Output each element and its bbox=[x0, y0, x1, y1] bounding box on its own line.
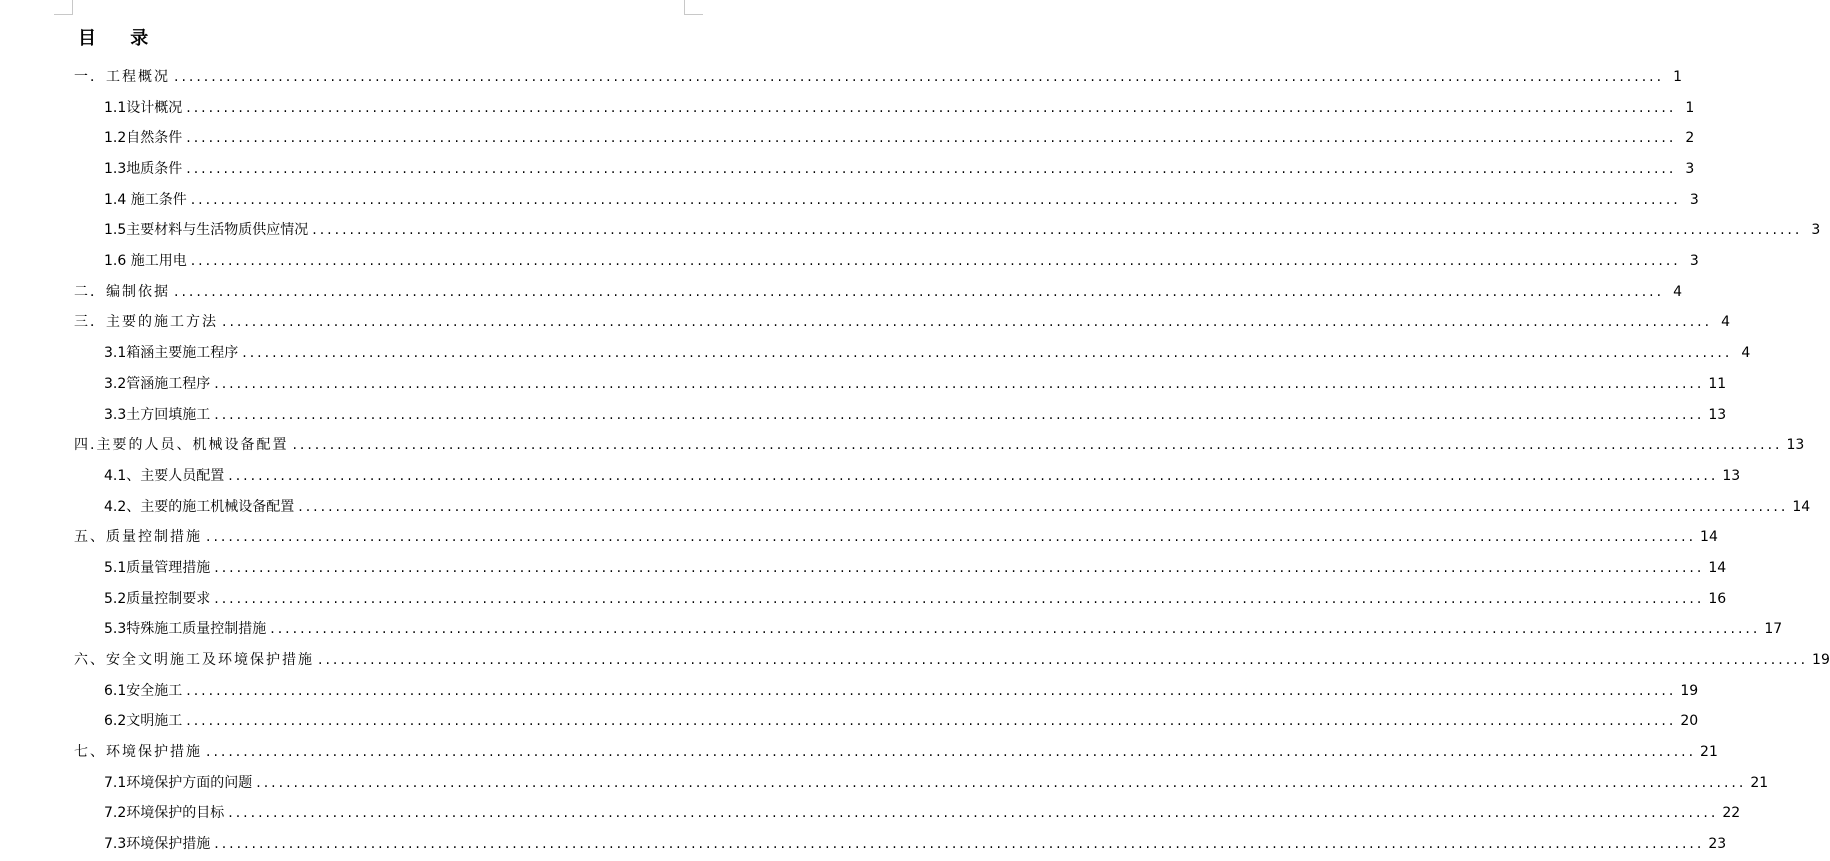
toc-section-entry[interactable] bbox=[74, 93, 1695, 124]
crop-mark-top-left bbox=[54, 0, 73, 15]
toc-section-entry[interactable] bbox=[74, 492, 1811, 523]
toc-page-number: 3 bbox=[1689, 253, 1699, 270]
toc-dot-leader: ........................................................................................................................................................................................................ bbox=[206, 744, 1697, 761]
toc-chapter-entry[interactable] bbox=[74, 737, 1718, 768]
toc-section-entry[interactable] bbox=[74, 799, 1741, 830]
toc-page-number: 21 bbox=[1750, 774, 1769, 791]
toc-entry-text: 3.2管涵施工程序 bbox=[104, 375, 211, 392]
toc-entry-text: 1.4 施工条件 bbox=[104, 191, 187, 208]
toc-entry-text: 五、质量控制措施 bbox=[74, 529, 202, 546]
toc-chapter-entry[interactable] bbox=[74, 308, 1731, 339]
toc-page-number: 13 bbox=[1708, 406, 1727, 423]
toc-dot-leader: ........................................................................................................................................................................................................ bbox=[186, 713, 1677, 730]
toc-dot-leader: ........................................................................................................................................................................................................ bbox=[214, 836, 1705, 853]
toc-section-entry[interactable] bbox=[74, 215, 1821, 246]
toc-entry-text: 1.2自然条件 bbox=[104, 130, 183, 147]
toc-entry-text: 5.1质量管理措施 bbox=[104, 559, 211, 576]
toc-dot-leader: ........................................................................................................................................................................................................ bbox=[214, 406, 1705, 423]
toc-page-number: 14 bbox=[1708, 559, 1727, 576]
toc-entry-text: 七、环境保护措施 bbox=[74, 744, 202, 761]
toc-entry-text: 5.2质量控制要求 bbox=[104, 590, 211, 607]
toc-entry-text: 7.1环境保护方面的问题 bbox=[104, 774, 253, 791]
toc-entry-text: 6.1安全施工 bbox=[104, 682, 183, 699]
toc-section-entry[interactable] bbox=[74, 246, 1699, 277]
toc-page-number: 17 bbox=[1764, 621, 1783, 638]
toc-dot-leader: ........................................................................................................................................................................................................ bbox=[214, 559, 1705, 576]
toc-dot-leader: ........................................................................................................................................................................................................ bbox=[292, 437, 1783, 454]
toc-entry-text: 5.3特殊施工质量控制措施 bbox=[104, 621, 267, 638]
toc-section-entry[interactable] bbox=[74, 706, 1699, 737]
toc-section-entry[interactable] bbox=[74, 614, 1783, 645]
toc-page-number: 3 bbox=[1689, 191, 1699, 208]
toc-dot-leader: ........................................................................................................................................................................................................ bbox=[222, 314, 1713, 331]
toc-entry-text: 7.2环境保护的目标 bbox=[104, 805, 225, 822]
toc-dot-leader: ........................................................................................................................................................................................................ bbox=[242, 345, 1733, 362]
toc-dot-leader: ........................................................................................................................................................................................................ bbox=[190, 191, 1681, 208]
toc-page-number: 4 bbox=[1741, 345, 1751, 362]
toc-dot-leader: ........................................................................................................................................................................................................ bbox=[174, 283, 1665, 300]
toc-entry-text: 三．主要的施工方法 bbox=[74, 314, 218, 331]
toc-section-entry[interactable] bbox=[74, 185, 1699, 216]
toc-dot-leader: ........................................................................................................................................................................................................ bbox=[174, 68, 1665, 85]
toc-dot-leader: ........................................................................................................................................................................................................ bbox=[186, 130, 1677, 147]
toc-page-number: 16 bbox=[1708, 590, 1727, 607]
toc-section-entry[interactable] bbox=[74, 553, 1727, 584]
toc-chapter-entry[interactable] bbox=[74, 277, 1683, 308]
toc-entry-text: 一．工程概况 bbox=[74, 68, 170, 85]
toc-page-number: 14 bbox=[1700, 529, 1718, 546]
toc-chapter-entry[interactable] bbox=[74, 62, 1683, 93]
toc-entry-text: 1.1设计概况 bbox=[104, 99, 183, 116]
toc-page-number: 21 bbox=[1700, 744, 1718, 761]
toc-entry-text: 二．编制依据 bbox=[74, 283, 170, 300]
toc-dot-leader: ........................................................................................................................................................................................................ bbox=[214, 375, 1705, 392]
toc-page-number: 23 bbox=[1708, 836, 1727, 853]
toc-entry-text: 6.2文明施工 bbox=[104, 713, 183, 730]
toc-page-number: 19 bbox=[1680, 682, 1699, 699]
toc-dot-leader: ........................................................................................................................................................................................................ bbox=[206, 529, 1697, 546]
toc-page-number: 1 bbox=[1673, 68, 1683, 85]
toc-dot-leader: ........................................................................................................................................................................................................ bbox=[228, 805, 1719, 822]
toc-section-entry[interactable] bbox=[74, 676, 1699, 707]
toc-chapter-entry[interactable] bbox=[74, 430, 1805, 461]
toc-entry-text: 4.1、主要人员配置 bbox=[104, 467, 225, 484]
crop-mark-top-right bbox=[684, 0, 703, 15]
toc-dot-leader: ........................................................................................................................................................................................................ bbox=[318, 652, 1809, 669]
toc-section-entry[interactable] bbox=[74, 154, 1695, 185]
toc-entry-text: 六、安全文明施工及环境保护措施 bbox=[74, 652, 314, 669]
toc-dot-leader: ........................................................................................................................................................................................................ bbox=[190, 253, 1681, 270]
toc-entry-text: 四.主要的人员、机械设备配置 bbox=[74, 437, 289, 454]
toc-section-entry[interactable] bbox=[74, 768, 1769, 799]
toc-dot-leader: ........................................................................................................................................................................................................ bbox=[256, 774, 1747, 791]
toc-entry-text: 1.6 施工用电 bbox=[104, 253, 187, 270]
toc-page-number: 3 bbox=[1685, 161, 1695, 178]
toc-section-entry[interactable] bbox=[74, 584, 1727, 615]
toc-section-entry[interactable] bbox=[74, 369, 1727, 400]
toc-page-number: 1 bbox=[1685, 99, 1695, 116]
toc-page-number: 4 bbox=[1673, 283, 1683, 300]
toc-page-number: 13 bbox=[1722, 467, 1741, 484]
toc-section-entry[interactable] bbox=[74, 400, 1727, 431]
toc-page-number: 11 bbox=[1708, 375, 1727, 392]
toc-dot-leader: ........................................................................................................................................................................................................ bbox=[186, 99, 1677, 116]
toc-section-entry[interactable] bbox=[74, 123, 1695, 154]
toc-dot-leader: ........................................................................................................................................................................................................ bbox=[228, 467, 1719, 484]
toc-section-entry[interactable] bbox=[74, 461, 1741, 492]
toc-dot-leader: ........................................................................................................................................................................................................ bbox=[186, 682, 1677, 699]
toc-entry-text: 3.1箱涵主要施工程序 bbox=[104, 345, 239, 362]
toc-page-number: 20 bbox=[1680, 713, 1699, 730]
toc-page-number: 22 bbox=[1722, 805, 1741, 822]
toc-chapter-entry[interactable] bbox=[74, 522, 1718, 553]
toc-entry-text: 3.3土方回填施工 bbox=[104, 406, 211, 423]
toc-entry-text: 1.3地质条件 bbox=[104, 161, 183, 178]
toc-list bbox=[74, 62, 1830, 860]
toc-dot-leader: ........................................................................................................................................................................................................ bbox=[214, 590, 1705, 607]
toc-section-entry[interactable] bbox=[74, 829, 1727, 860]
toc-entry-text: 1.5主要材料与生活物质供应情况 bbox=[104, 222, 309, 239]
toc-page-number: 3 bbox=[1811, 222, 1821, 239]
toc-page-number: 13 bbox=[1786, 437, 1805, 454]
toc-section-entry[interactable] bbox=[74, 338, 1751, 369]
toc-dot-leader: ........................................................................................................................................................................................................ bbox=[298, 498, 1789, 515]
toc-page-number: 4 bbox=[1721, 314, 1731, 331]
toc-page-number: 19 bbox=[1812, 652, 1830, 669]
toc-title: 目 录 bbox=[78, 28, 163, 49]
toc-dot-leader: ........................................................................................................................................................................................................ bbox=[186, 161, 1677, 178]
toc-entry-text: 7.3环境保护措施 bbox=[104, 836, 211, 853]
toc-dot-leader: ........................................................................................................................................................................................................ bbox=[270, 621, 1761, 638]
toc-page-number: 2 bbox=[1685, 130, 1695, 147]
toc-chapter-entry[interactable] bbox=[74, 645, 1830, 676]
toc-entry-text: 4.2、主要的施工机械设备配置 bbox=[104, 498, 295, 515]
toc-page-number: 14 bbox=[1792, 498, 1811, 515]
toc-dot-leader: ........................................................................................................................................................................................................ bbox=[312, 222, 1803, 239]
